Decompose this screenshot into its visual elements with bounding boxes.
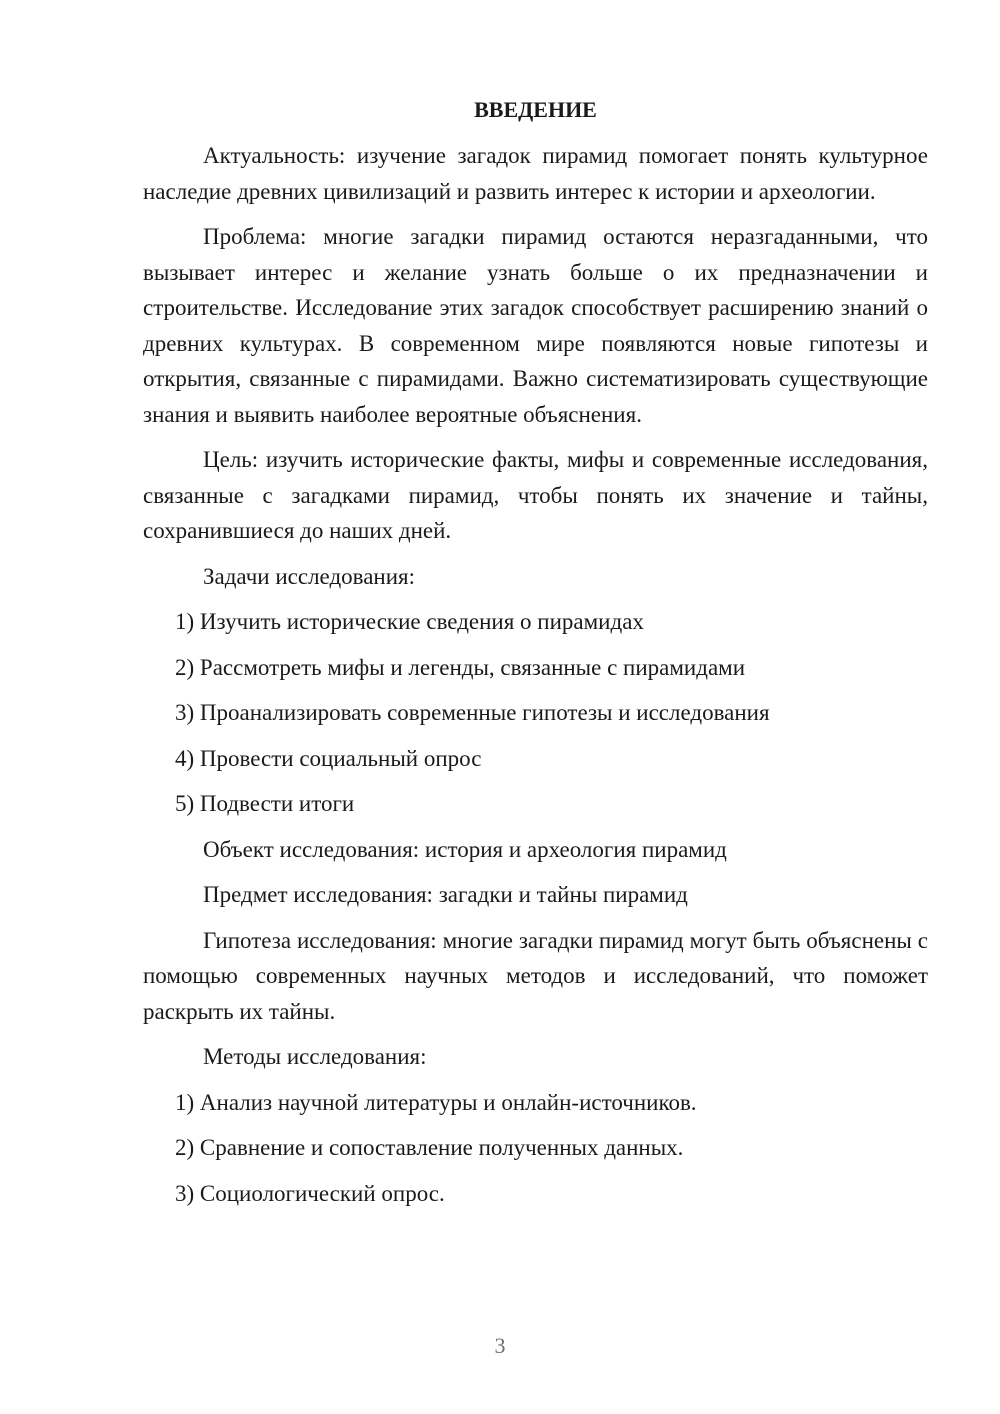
methods-list <box>143 1085 928 1212</box>
relevance-paragraph: Актуальность: изучение загадок пирамид помогает понять культурное наследие древних цивилизаций и развить интерес к истории и археологии. <box>143 143 928 204</box>
list-item: 2) Сравнение и сопоставление полученных данных. <box>175 1135 684 1160</box>
goal-paragraph: Цель: изучить исторические факты, мифы и современные исследования, связанные с загадками пирамид, чтобы понять их значение и тайны, сохранившиеся до наших дней. <box>143 447 928 543</box>
page-number: 3 <box>494 1333 506 1358</box>
tasks-list <box>143 604 928 822</box>
hypothesis-paragraph: Гипотеза исследования: многие загадки пирамид могут быть объяснены с помощью современных научных методов и исследований, что поможет раскрыть их тайны. <box>143 927 928 1024</box>
list-item: 5) Подвести итоги <box>175 791 355 816</box>
problem-paragraph: Проблема: многие загадки пирамид остаются неразгаданными, что вызывает интерес и желание узнать больше о их предназначении и строительстве. Исследование этих загадок способствует расширению знаний о древних культурах. В современном мире появляются новые гипотезы и открытия, связанные с пирамидами. Важно систематизировать существующие знания и выявить наиболее вероятные объяснения. <box>143 224 928 427</box>
list-item: 2) Рассмотреть мифы и легенды, связанные с пирамидами <box>175 654 746 680</box>
methods-heading: Методы исследования: <box>203 1044 427 1069</box>
list-item: 3) Социологический опрос. <box>175 1180 445 1206</box>
page-title: ВВЕДЕНИЕ <box>474 97 597 122</box>
list-item: 4) Провести социальный опрос <box>175 745 482 771</box>
document-page <box>143 92 928 1221</box>
list-item: 3) Проанализировать современные гипотезы и исследования <box>175 700 770 725</box>
subject-paragraph: Предмет исследования: загадки и тайны пирамид <box>203 882 688 907</box>
list-item: 1) Анализ научной литературы и онлайн-источников. <box>175 1089 697 1115</box>
object-paragraph: Объект исследования: история и археология пирамид <box>203 836 727 862</box>
list-item: 1) Изучить исторические сведения о пирамидах <box>175 609 644 634</box>
tasks-heading: Задачи исследования: <box>203 563 416 589</box>
